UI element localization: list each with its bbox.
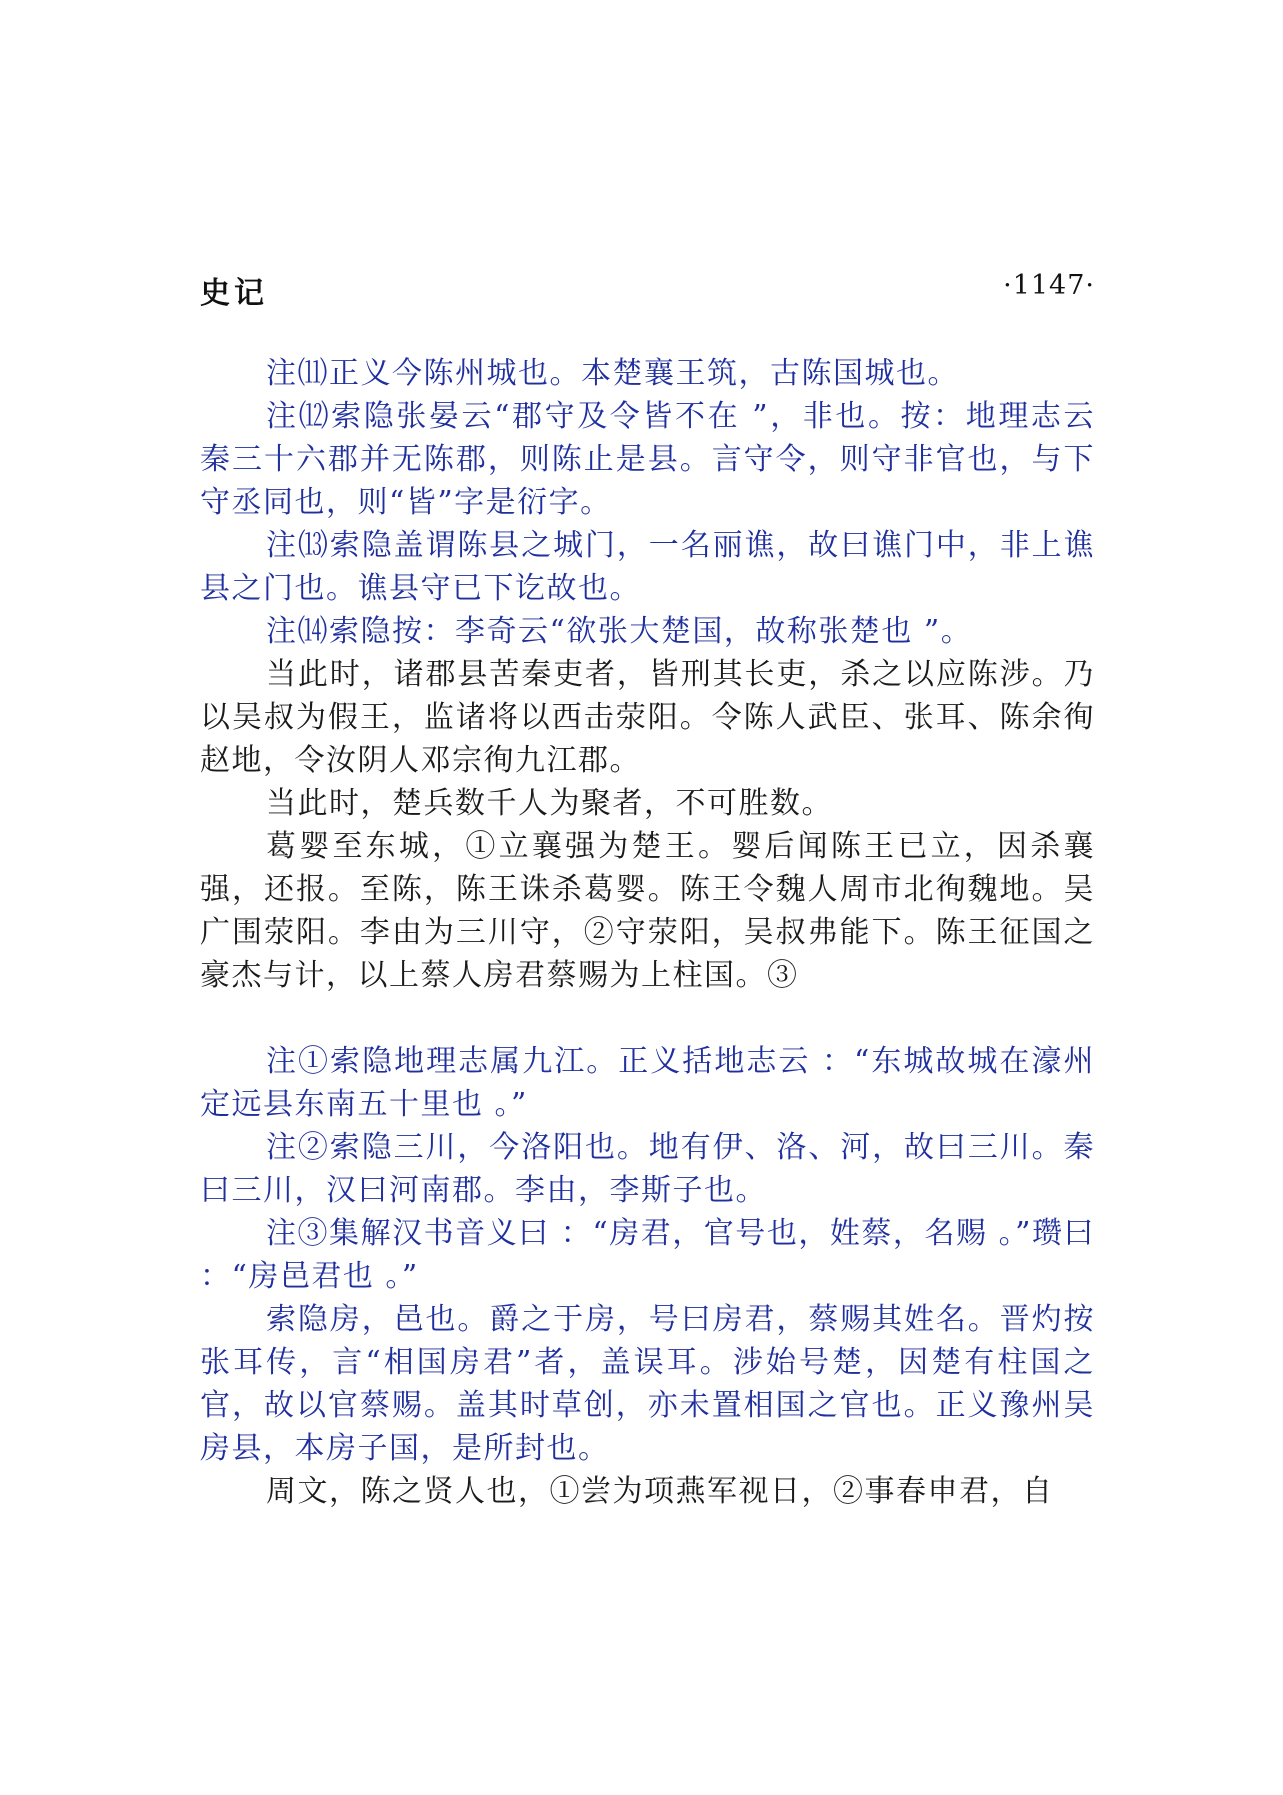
page-number: ·1147· xyxy=(1003,270,1095,301)
page-header xyxy=(200,268,1095,312)
note-paragraph: 注⑾正义今陈州城也。本楚襄王筑，古陈国城也。 xyxy=(266,356,959,391)
note-paragraph: 注②索隐三川，今洛阳也。地有伊、洛、河，故曰三川。秦曰三川，汉曰河南郡。李由，李斯子也。 xyxy=(200,1130,1095,1208)
note-paragraph: 注⑿索隐张晏云“郡守及令皆不在 ”，非也。按：地理志云秦三十六郡并无陈郡，则陈止是县。言守令，则守非官也，与下守丞同也，则“皆”字是衍字。 xyxy=(200,399,1095,520)
note-paragraph: 索隐房，邑也。爵之于房，号曰房君，蔡赐其姓名。晋灼按张耳传，言“相国房君”者，盖误耳。涉始号楚，因楚有柱国之官，故以官蔡赐。盖其时草创，亦未置相国之官也。正义豫州吴房县，本房子国，是所封也。 xyxy=(200,1302,1095,1466)
note-paragraph: 注⒀索隐盖谓陈县之城门，一名丽谯，故曰谯门中，非上谯县之门也。谯县守已下讫故也。 xyxy=(200,528,1095,606)
note-paragraph: 注③集解汉书音义曰 ：“房君，官号也，姓蔡，名赐 。”瓒曰 ：“房邑君也 。” xyxy=(200,1216,1095,1294)
book-title: 史记 xyxy=(200,276,268,311)
note-paragraph: 注①索隐地理志属九江。正义括地志云 ：“东城故城在濠州定远县东南五十里也 。” xyxy=(200,1044,1095,1122)
main-text-paragraph: 当此时，楚兵数千人为聚者，不可胜数。 xyxy=(266,786,833,821)
section-gap xyxy=(200,997,1095,1040)
page-body xyxy=(200,352,1095,1513)
main-text-paragraph: 葛婴至东城，①立襄强为楚王。婴后闻陈王已立，因杀襄强，还报。至陈，陈王诛杀葛婴。陈王令魏人周市北徇魏地。吴广围荥阳。李由为三川守，②守荥阳，吴叔弗能下。陈王征国之豪杰与计，以上蔡人房君蔡赐为上柱国。③ xyxy=(200,829,1095,993)
main-text-paragraph: 当此时，诸郡县苦秦吏者，皆刑其长吏，杀之以应陈涉。乃以吴叔为假王，监诸将以西击荥阳。令陈人武臣、张耳、陈余徇赵地，令汝阴人邓宗徇九江郡。 xyxy=(200,657,1095,778)
main-text-paragraph: 周文，陈之贤人也，①尝为项燕军视日，②事春申君，自 xyxy=(266,1474,1054,1509)
note-paragraph: 注⒁索隐按：李奇云“欲张大楚国，故称张楚也 ”。 xyxy=(266,614,973,649)
